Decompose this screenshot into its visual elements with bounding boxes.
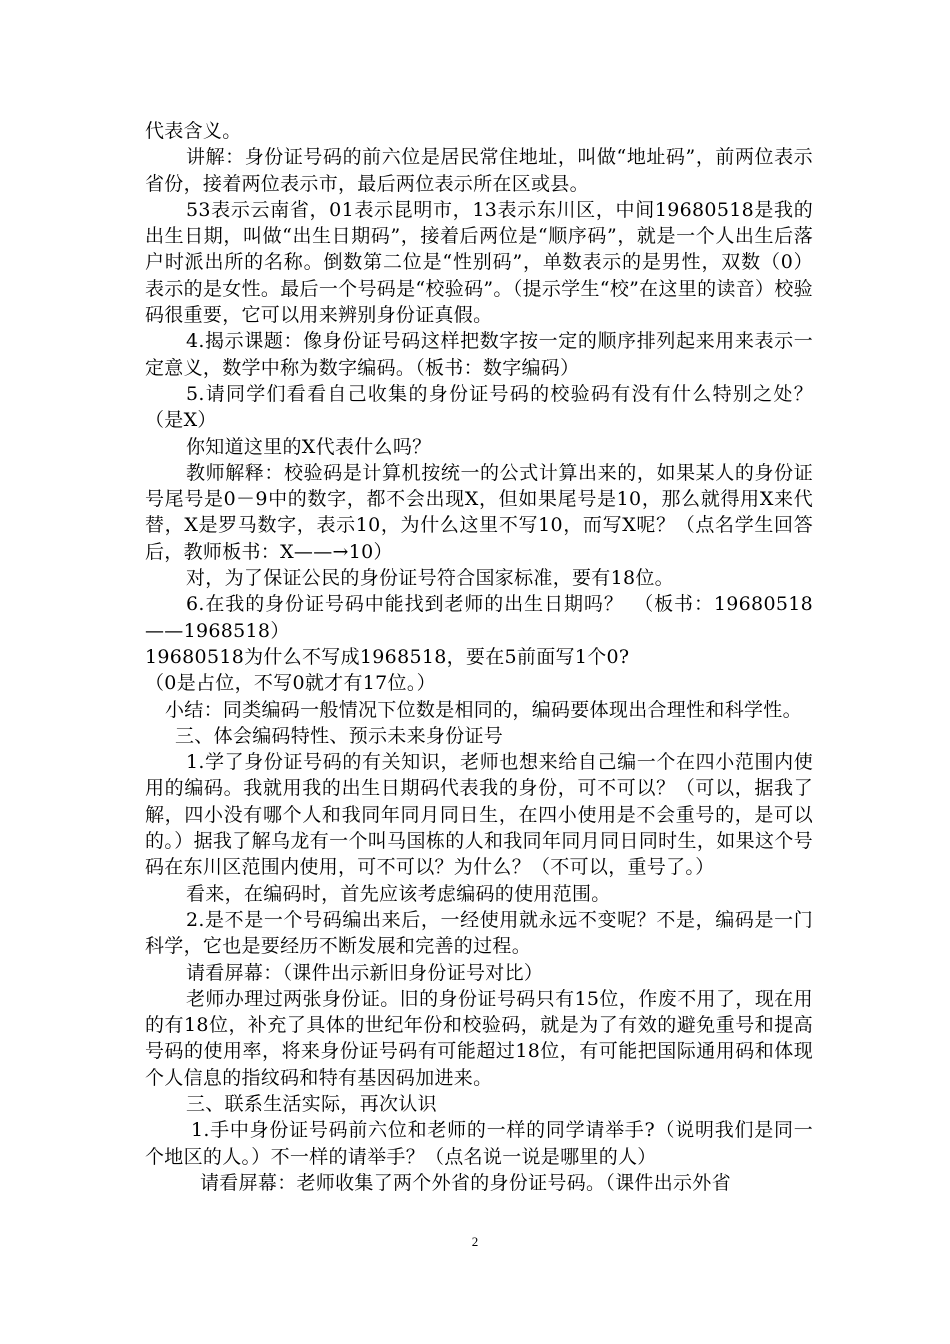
page-number: 2 (471, 1234, 479, 1249)
paragraph-5: 5.请同学们看看自己收集的身份证号码的校验码有没有什么特别之处？（是X） (145, 382, 813, 432)
paragraph-18: 老师办理过两张身份证。旧的身份证号码只有15位，作废不用了，现在用的有18位，补充了具体的世纪年份和校验码，就是为了有效的避免重号和提高号码的使用率，将来身份证号码有可能超过18位，有可能把国际通用码和体现个人信息的指纹码和特有基因码加进来。 (145, 987, 813, 1089)
paragraph-6: 你知道这里的X代表什么吗？ (186, 435, 432, 458)
paragraph-4: 4.揭示课题：像身份证号码这样把数字按一定的顺序排列起来用来表示一定意义，数学中称为数字编码。（板书：数字编码） (145, 330, 813, 379)
paragraph-20: 1.手中身份证号码前六位和老师的一样的同学请举手?（说明我们是同一个地区的人。）不一样的请举手？（点名说一说是哪里的人） (145, 1119, 813, 1168)
paragraph-21: 请看屏幕：老师收集了两个外省的身份证号码。（课件出示外省 (200, 1171, 731, 1194)
paragraph-15: 看来，在编码时，首先应该考虑编码的使用范围。 (186, 882, 611, 905)
paragraph-3: 53表示云南省，01表示昆明市，13表示东川区，中间19680518是我的出生日期，叫做“出生日期码”，接着后两位是“顺序码”，就是一个人出生后落户时派出所的名称。倒数第二位是“性别码”，单数表示的是男性，双数（0）表示的是女性。最后一个号码是“校验码”。（提示学生“校”在这里的读音）校验码很重要，它可以用来辨别身份证真假。 (145, 198, 813, 327)
paragraph-12: 小结：同类编码一般情况下位数是相同的，编码要体现出合理性和科学性。 (165, 698, 802, 721)
paragraph-9: 6.在我的身份证号码中能找到老师的出生日期吗？ （板书：19680518——1968518） (145, 593, 813, 642)
section-heading-3a: 三、体会编码特性、预示未来身份证号 (175, 724, 504, 747)
paragraph-7: 教师解释：校验码是计算机按统一的公式计算出来的，如果某人的身份证号尾号是0－9中的数字，都不会出现X，但如果尾号是10，那么就得用X来代替，X是罗马数字，表示10，为什么这里不写10，而写X呢？（点名学生回答后，教师板书：X——→10） (145, 461, 813, 563)
paragraph-16: 2.是不是一个号码编出来后，一经使用就永远不变呢？不是，编码是一门科学，它也是要经历不断发展和完善的过程。 (145, 908, 813, 958)
paragraph-11: （0是占位，不写0就才有17位。） (145, 672, 436, 695)
document-body (145, 118, 813, 1196)
paragraph-2: 讲解：身份证号码的前六位是居民常住地址，叫做“地址码”，前两位表示省份，接着两位表示市，最后两位表示所在区或县。 (145, 146, 813, 195)
paragraph-17: 请看屏幕：（课件出示新旧身份证号对比） (186, 961, 544, 984)
paragraph-14: 1.学了身份证号码的有关知识，老师也想来给自己编一个在四小范围内使用的编码。我就用我的出生日期码代表我的身份，可不可以？（可以，据我了解，四小没有哪个人和我同年同月同日生，在四小使用是不会重号的，是可以的。）据我了解乌龙有一个叫马国栋的人和我同年同月同日同时生，如果这个号码在东川区范围内使用，可不可以？为什么？（不可以，重号了。） (145, 751, 813, 879)
paragraph-10: 19680518为什么不写成1968518，要在5前面写1个0? (145, 645, 630, 668)
paragraph-8: 对，为了保证公民的身份证号符合国家标准，要有18位。 (186, 567, 674, 590)
section-heading-3b: 三、联系生活实际，再次认识 (186, 1092, 437, 1115)
paragraph-1: 代表含义。 (145, 120, 242, 142)
